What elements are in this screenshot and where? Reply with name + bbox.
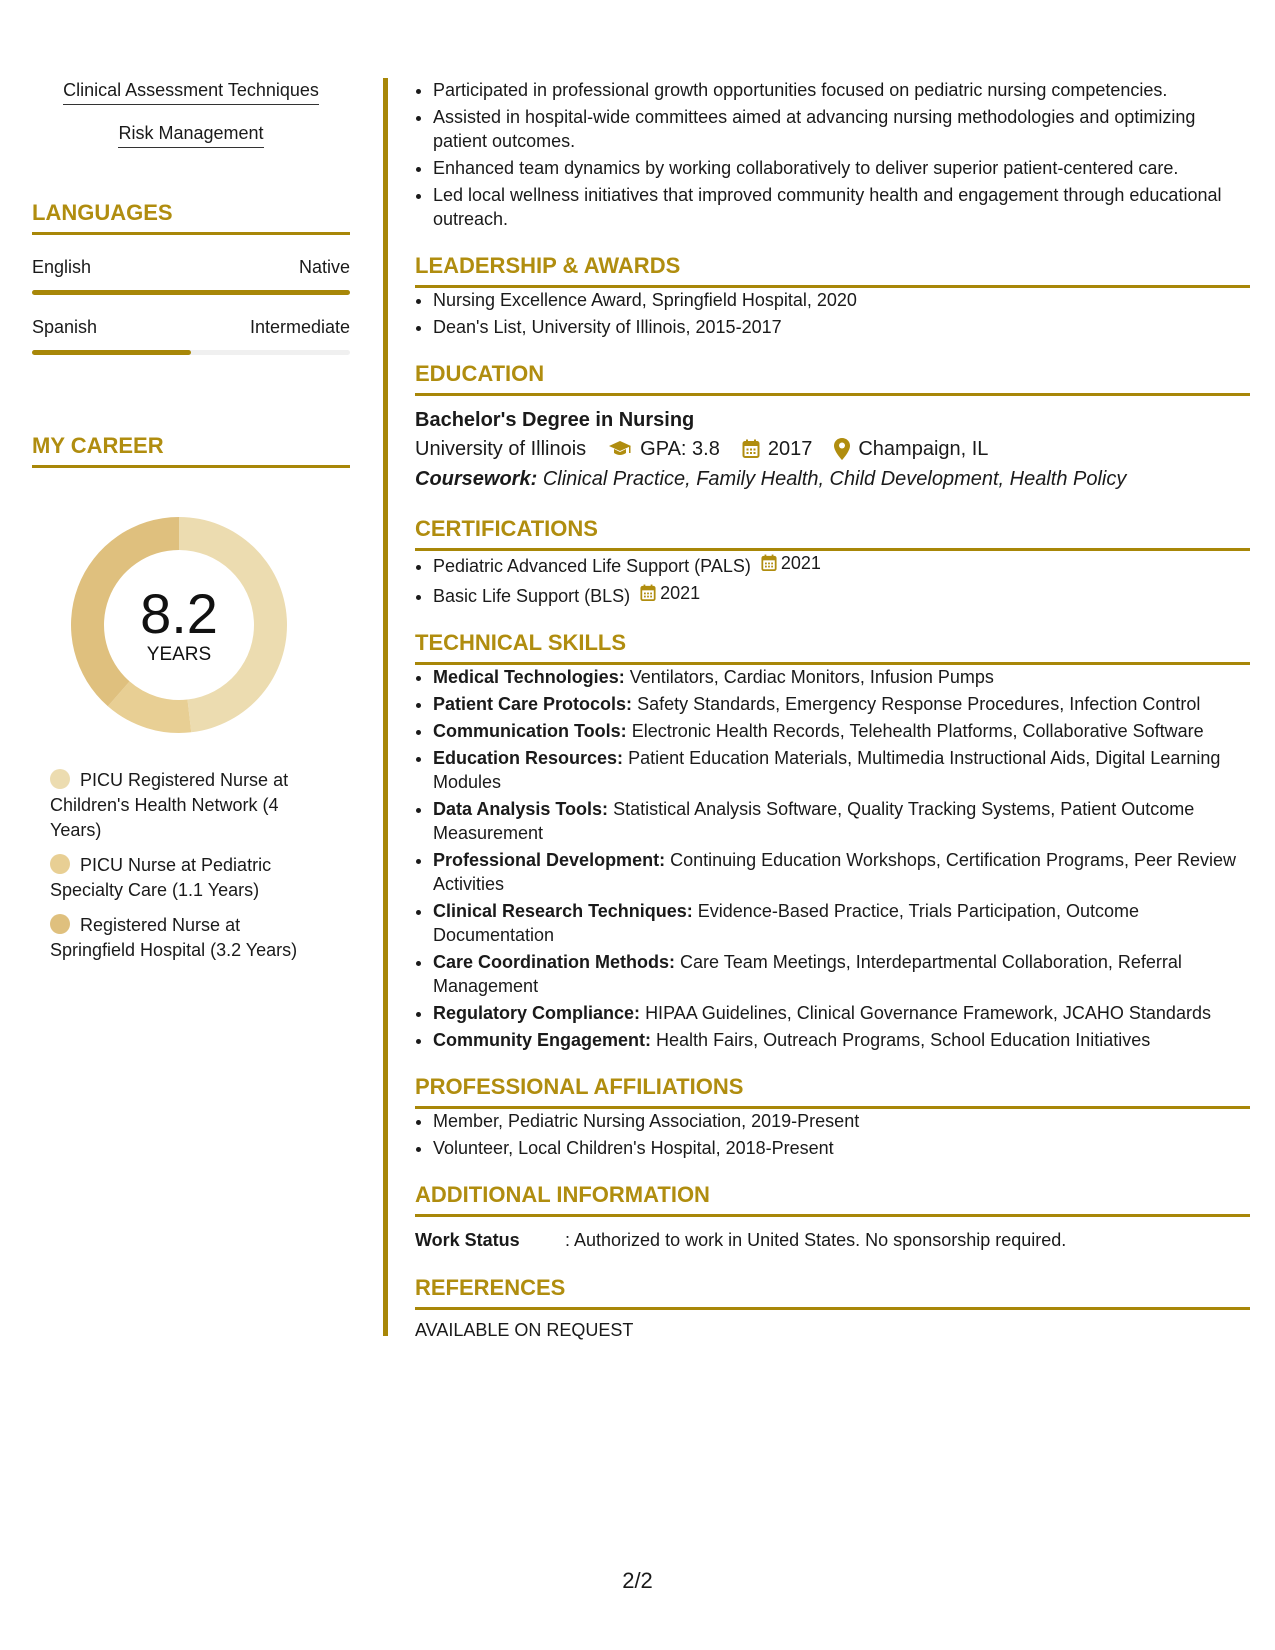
leadership-section: [415, 253, 1250, 339]
career-legend-label: PICU Nurse at Pediatric Specialty Care (1.1 Years): [50, 855, 272, 900]
skill-label: Care Coordination Methods:: [433, 952, 675, 972]
list-item: • Assisted in hospital-wide committees aimed at advancing nursing methodologies and optimizing patient outcomes.: [433, 105, 1250, 153]
section-title: PROFESSIONAL AFFILIATIONS: [415, 1074, 1250, 1109]
list-item: • Dean's List, University of Illinois, 2015-2017: [433, 315, 1250, 339]
section-title: EDUCATION: [415, 361, 1250, 396]
skill-text: Electronic Health Records, Telehealth Platforms, Collaborative Software: [631, 721, 1204, 741]
skill-item: [433, 746, 1250, 794]
left-column: [32, 80, 350, 973]
career-legend-label: Registered Nurse at Springfield Hospital (3.2 Years): [50, 915, 298, 960]
language-proficiency-bar: [32, 290, 350, 295]
section-title: TECHNICAL SKILLS: [415, 630, 1250, 665]
skill-item: [433, 665, 1250, 689]
list-item: • Member, Pediatric Nursing Association, 2019-Present: [433, 1109, 1250, 1133]
career-legend-item: [50, 853, 310, 903]
certification-name: Basic Life Support (BLS): [433, 586, 631, 606]
career-legend-item: [50, 768, 310, 843]
certification-year: 2021: [780, 553, 821, 573]
skill-label: Clinical Research Techniques:: [433, 901, 693, 921]
column-divider: [383, 78, 388, 1336]
skill-text: Health Fairs, Outreach Programs, School Education Initiatives: [656, 1030, 1151, 1050]
graduation-year: 2017: [767, 438, 813, 460]
language-name: English: [32, 257, 92, 277]
skill-text: Safety Standards, Emergency Response Procedures, Infection Control: [637, 694, 1201, 714]
skill-text: Evidence-Based Practice, Trials Participation, Outcome Documentation: [433, 901, 1139, 945]
language-proficiency-fill: [32, 350, 191, 355]
skill-label: Medical Technologies:: [433, 667, 625, 687]
map-pin-icon: [834, 438, 850, 460]
section-title: REFERENCES: [415, 1275, 1250, 1310]
list-item: • Volunteer, Local Children's Hospital, 2018-Present: [433, 1136, 1250, 1160]
certification-item: [433, 551, 1250, 578]
language-level: Native: [298, 257, 350, 277]
education-section: [415, 361, 1250, 494]
skill-tag: Clinical Assessment Techniques: [63, 80, 319, 105]
skill-text: Statistical Analysis Software, Quality Tracking Systems, Patient Outcome Measurement: [433, 799, 1195, 843]
experience-bullets: [415, 78, 1250, 231]
section-title: CERTIFICATIONS: [415, 516, 1250, 551]
gpa: GPA: 3.8: [640, 438, 720, 460]
calendar-icon: [742, 439, 760, 459]
language-name: Spanish: [32, 317, 98, 337]
skill-label: Communication Tools:: [433, 721, 627, 741]
skill-text: Ventilators, Cardiac Monitors, Infusion Pumps: [629, 667, 994, 687]
certification-year: 2021: [660, 583, 701, 603]
skill-text: Care Team Meetings, Interdepartmental Collaboration, Referral Management: [433, 952, 1182, 996]
career-years-unit: YEARS: [146, 644, 212, 665]
skill-item: [433, 848, 1250, 896]
list-item: • Nursing Excellence Award, Springfield Hospital, 2020: [433, 288, 1250, 312]
calendar-icon: [761, 554, 777, 572]
school-name: University of Illinois: [415, 438, 587, 460]
skill-label: Data Analysis Tools:: [433, 799, 609, 819]
skill-item: [433, 1001, 1250, 1025]
language-item: [32, 257, 350, 295]
certifications-section: [415, 516, 1250, 608]
language-level: Intermediate: [249, 317, 350, 337]
calendar-icon: [640, 584, 656, 602]
list-item: • Enhanced team dynamics by working collaboratively to deliver superior patient-centered care.: [433, 156, 1250, 180]
skill-label: Regulatory Compliance:: [433, 1003, 641, 1023]
list-item: • Led local wellness initiatives that improved community health and engagement through educational outreach.: [433, 183, 1250, 231]
skill-item: [433, 797, 1250, 845]
language-proficiency-bar: [32, 350, 350, 355]
page-number: 2/2: [622, 1568, 653, 1593]
career-legend-item: [50, 913, 310, 963]
career-donut-chart: [64, 510, 294, 740]
skill-item: [433, 899, 1250, 947]
languages-section: [32, 200, 350, 355]
language-proficiency-fill: [32, 290, 350, 295]
skill-text: Continuing Education Workshops, Certification Programs, Peer Review Activities: [433, 850, 1237, 894]
degree-title: Bachelor's Degree in Nursing: [415, 409, 695, 431]
skill-item: [433, 692, 1250, 716]
language-item: [32, 317, 350, 355]
skill-label: Patient Care Protocols:: [433, 694, 633, 714]
skill-text: Patient Education Materials, Multimedia Instructional Aids, Digital Learning Modules: [433, 748, 1221, 792]
skill-item: [433, 950, 1250, 998]
school-location: Champaign, IL: [858, 438, 989, 460]
coursework: [415, 464, 1250, 494]
career-total-years: 8.2: [140, 582, 218, 645]
career-title: MY CAREER: [32, 433, 350, 468]
certification-item: [433, 581, 1250, 608]
work-status-value: : Authorized to work in United States. No sponsorship required.: [565, 1230, 1067, 1250]
section-title: ADDITIONAL INFORMATION: [415, 1182, 1250, 1217]
coursework-label: Coursework:: [415, 468, 538, 490]
work-status-label: Work Status: [415, 1230, 520, 1250]
technical-skills-section: [415, 630, 1250, 1052]
certification-name: Pediatric Advanced Life Support (PALS): [433, 556, 751, 576]
skill-label: Community Engagement:: [433, 1030, 652, 1050]
skill-text: HIPAA Guidelines, Clinical Governance Framework, JCAHO Standards: [645, 1003, 1211, 1023]
right-column: [415, 78, 1250, 1341]
career-legend: [50, 768, 350, 963]
skill-label: Education Resources:: [433, 748, 624, 768]
section-title: LEADERSHIP & AWARDS: [415, 253, 1250, 288]
skill-label: Professional Development:: [433, 850, 666, 870]
skill-item: [433, 1028, 1250, 1052]
affiliations-section: [415, 1074, 1250, 1160]
list-item: • Participated in professional growth opportunities focused on pediatric nursing competencies.: [433, 78, 1250, 102]
graduation-cap-icon: [608, 440, 632, 458]
career-section: [32, 433, 350, 963]
legend-dot: [50, 854, 70, 874]
legend-dot: [50, 769, 70, 789]
languages-title: LANGUAGES: [32, 200, 350, 235]
skill-item: [433, 719, 1250, 743]
legend-dot: [50, 914, 70, 934]
coursework-list: Clinical Practice, Family Health, Child Development, Health Policy: [542, 468, 1127, 490]
skill-tag: Risk Management: [118, 123, 263, 148]
references-text: AVAILABLE ON REQUEST: [415, 1320, 634, 1340]
career-legend-label: PICU Registered Nurse at Children's Health Network (4 Years): [50, 770, 289, 840]
references-section: [415, 1275, 1250, 1341]
additional-info-section: [415, 1182, 1250, 1253]
